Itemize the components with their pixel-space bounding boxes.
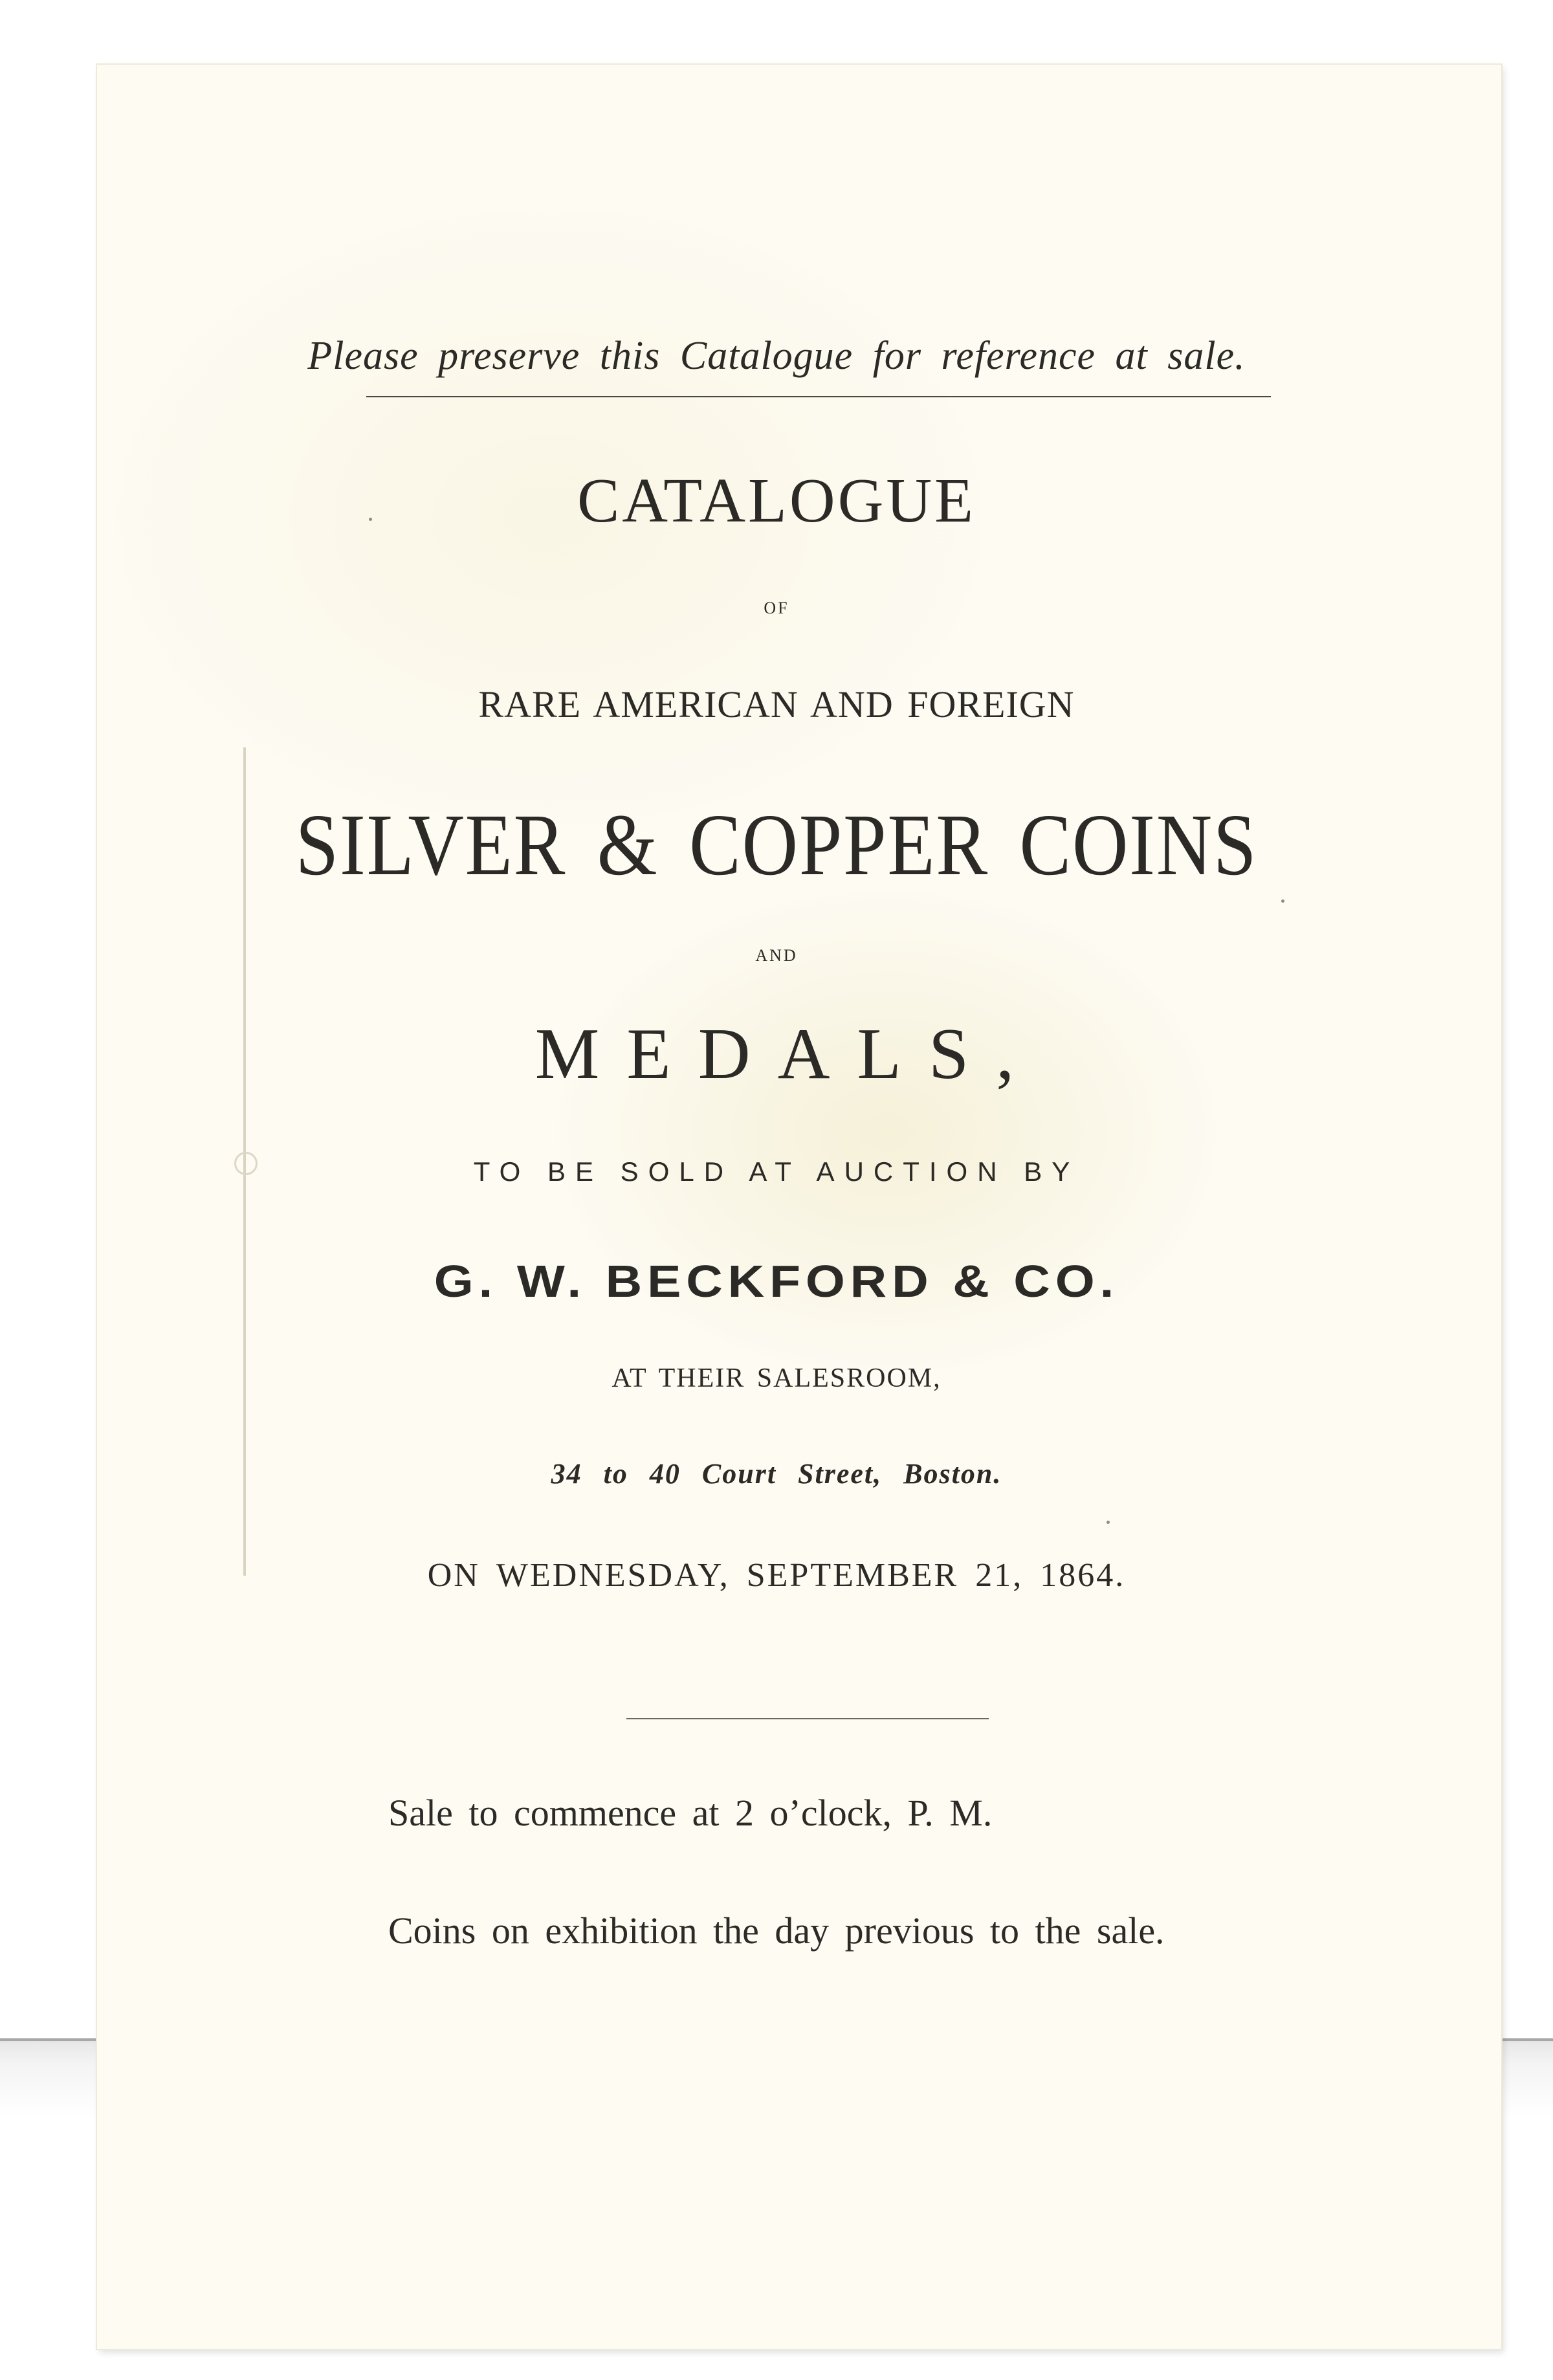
auctioneer-name: G. W. BECKFORD & CO. <box>434 1256 1119 1306</box>
catalogue-page <box>97 65 1501 2349</box>
middle-rule <box>626 1718 989 1719</box>
street-address: 34 to 40 Court Street, Boston. <box>551 1458 1002 1490</box>
salesroom-line: AT THEIR SALESROOM, <box>611 1363 942 1393</box>
paper-speck <box>1107 1521 1110 1524</box>
paper-speck <box>1281 899 1284 903</box>
sale-start-time: Sale to commence at 2 o’clock, P. M. <box>388 1792 993 1834</box>
subtitle-rare-american-foreign: RARE AMERICAN AND FOREIGN <box>478 683 1075 725</box>
sale-date: ON WEDNESDAY, SEPTEMBER 21, 1864. <box>427 1557 1126 1594</box>
heading-medals: MEDALS, <box>534 1014 1042 1094</box>
top-rule <box>366 396 1271 397</box>
of-connector: OF <box>764 599 789 617</box>
catalogue-title: CATALOGUE <box>577 466 976 536</box>
and-connector: AND <box>755 946 798 965</box>
heading-silver-copper-coins: SILVER & COPPER COINS <box>295 797 1258 894</box>
sold-at-auction-line: TO BE SOLD AT AUCTION BY <box>473 1156 1080 1187</box>
preserve-notice: Please preserve this Catalogue for reference at sale. <box>307 334 1246 378</box>
exhibition-note: Coins on exhibition the day previous to the sale. <box>388 1910 1165 1952</box>
